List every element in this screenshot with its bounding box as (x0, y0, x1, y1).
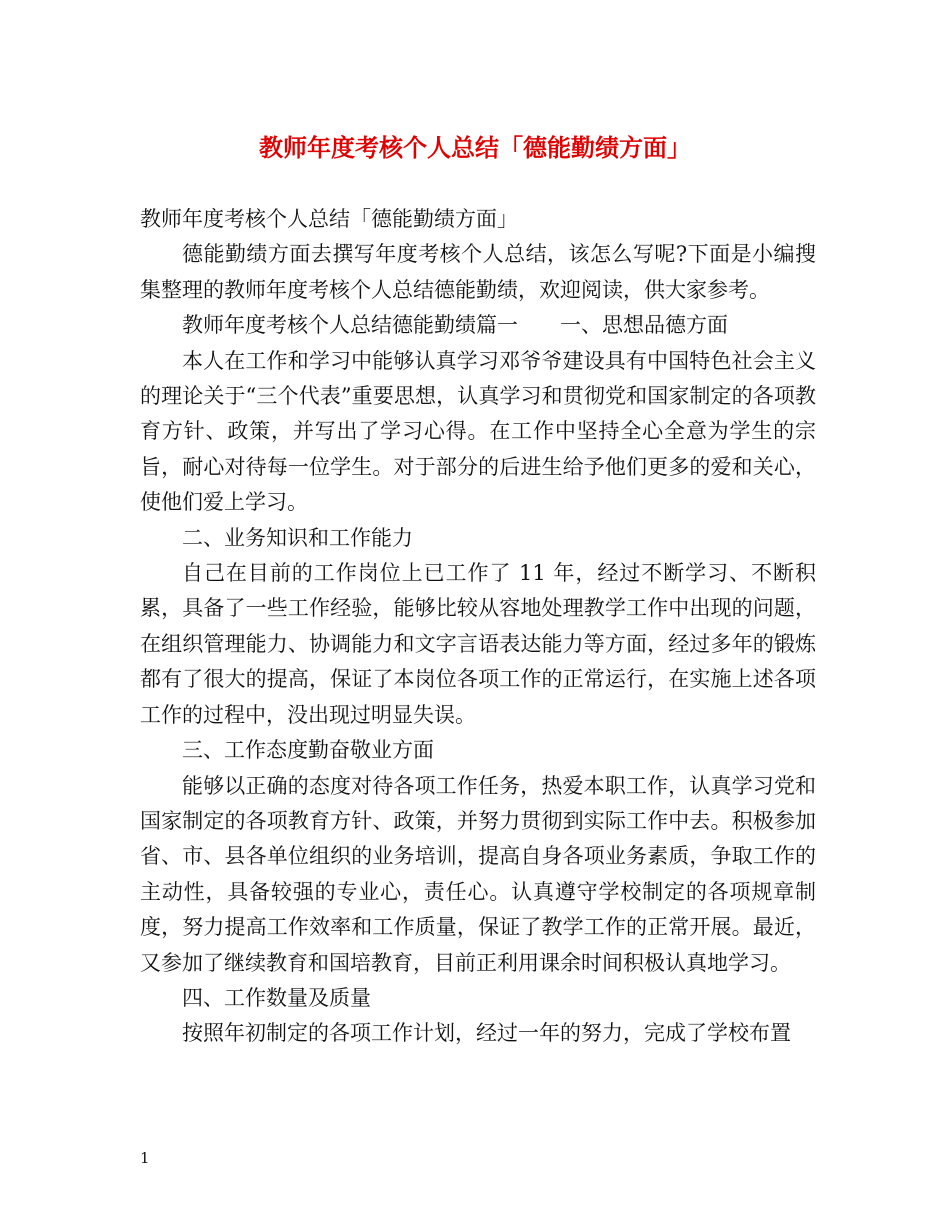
section-body-2: 自己在目前的工作岗位上已工作了 11 年，经过不断学习、不断积累，具备了一些工作经验，能够比较从容地处理教学工作中出现的问题，在组织管理能力、协调能力和文字言语表达能力等方面，经过多年的锻炼都有了很大的提高，保证了本岗位各项工作的正常运行，在实施上述各项工作的过程中，没出现过明显失误。 (140, 561, 816, 727)
section-heading-2: 二、业务知识和工作能力 (182, 525, 413, 550)
intro-paragraph: 德能勤绩方面去撰写年度考核个人总结，该怎么写呢?下面是小编搜集整理的教师年度考核个人总结德能勤绩，欢迎阅读，供大家参考。 (140, 242, 816, 302)
subtitle-paragraph: 教师年度考核个人总结「德能勤绩方面」 (140, 207, 518, 231)
page-title: 教师年度考核个人总结「德能勤绩方面」 (259, 133, 691, 162)
section-body-3: 能够以正确的态度对待各项工作任务，热爱本职工作，认真学习党和国家制定的各项教育方针、政策，并努力贯彻到实际工作中去。积极参加省、市、县各单位组织的业务培训，提高自身各项业务素质，争取工作的主动性，具备较强的专业心，责任心。认真遵守学校制定的各项规章制度，努力提高工作效率和工作质量，保证了教学工作的正常开展。最近，又参加了继续教育和国培教育，目前正利用课余时间积极认真地学习。 (140, 773, 816, 975)
section-body-4: 按照年初制定的各项工作计划，经过一年的努力，完成了学校布置 (182, 1021, 791, 1046)
document-body (140, 202, 816, 1052)
section-heading-4: 四、工作数量及质量 (182, 985, 371, 1010)
page-number: 1 (140, 1149, 150, 1167)
section-body-1: 本人在工作和学习中能够认真学习邓爷爷建设具有中国特色社会主义的理论关于“三个代表”重要思想，认真学习和贯彻党和国家制定的各项教育方针、政策，并写出了学习心得。在工作中坚持全心全意为学生的宗旨，耐心对待每一位学生。对于部分的后进生给予他们更多的爱和关心，使他们爱上学习。 (140, 348, 816, 515)
section-heading-1: 教师年度考核个人总结德能勤绩篇一 一、思想品德方面 (182, 313, 728, 338)
section-heading-3: 三、工作态度勤奋敬业方面 (182, 738, 434, 763)
